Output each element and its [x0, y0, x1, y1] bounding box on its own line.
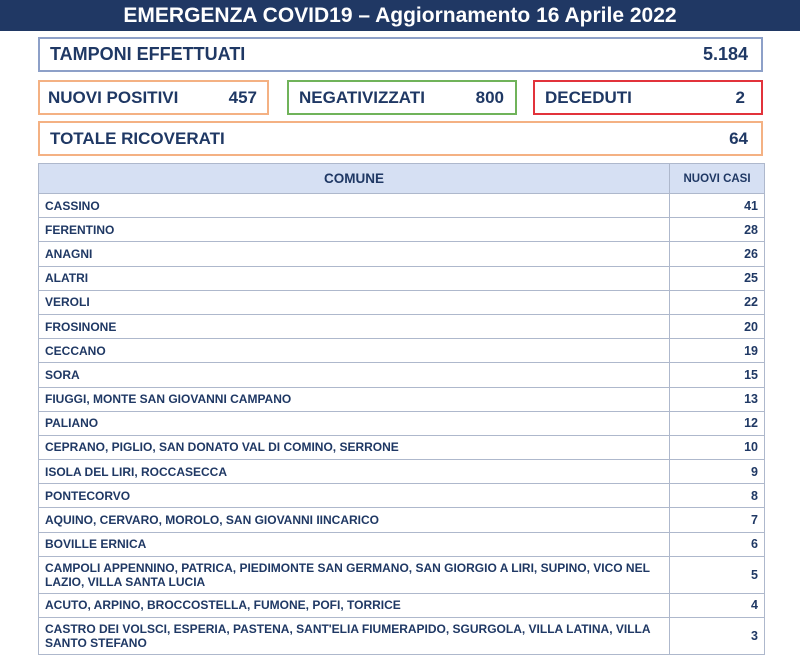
table-row [39, 363, 765, 387]
comune-cell: ACUTO, ARPINO, BROCCOSTELLA, FUMONE, POFI, TORRICE [39, 593, 670, 617]
page-title-banner [0, 0, 800, 31]
comune-cell: SORA [39, 363, 670, 387]
table-row [39, 435, 765, 459]
nuovi-casi-cell: 22 [670, 290, 765, 314]
nuovi-casi-cell: 26 [670, 242, 765, 266]
table-row [39, 460, 765, 484]
table-row [39, 266, 765, 290]
comune-cell: FIUGGI, MONTE SAN GIOVANNI CAMPANO [39, 387, 670, 411]
table-row [39, 593, 765, 617]
comune-cell: CECCANO [39, 339, 670, 363]
comune-cell: ISOLA DEL LIRI, ROCCASECCA [39, 460, 670, 484]
comune-cell: FERENTINO [39, 218, 670, 242]
table-row [39, 618, 765, 655]
nuovi-casi-cell: 28 [670, 218, 765, 242]
table-row [39, 194, 765, 218]
nuovi-casi-cell: 8 [670, 484, 765, 508]
table-row [39, 314, 765, 338]
nuovi-casi-cell: 6 [670, 532, 765, 556]
table-row [39, 242, 765, 266]
nuovi-casi-cell: 20 [670, 314, 765, 338]
table-body [39, 194, 765, 655]
negativizzati-label: NEGATIVIZZATI [299, 87, 425, 107]
table-row [39, 484, 765, 508]
comune-cell: VEROLI [39, 290, 670, 314]
comune-cell: FROSINONE [39, 314, 670, 338]
table-row [39, 290, 765, 314]
nuovi-casi-cell: 3 [670, 618, 765, 655]
nuovi-casi-cell: 25 [670, 266, 765, 290]
comune-cell: BOVILLE ERNICA [39, 532, 670, 556]
nuovi-casi-cell: 5 [670, 556, 765, 593]
nuovi-casi-cell: 10 [670, 435, 765, 459]
negativizzati-value: 800 [475, 87, 504, 107]
comune-cell: ANAGNI [39, 242, 670, 266]
comune-cell: CASTRO DEI VOLSCI, ESPERIA, PASTENA, SANT'ELIA FIUMERAPIDO, SGURGOLA, VILLA LATINA, VILLA SANTO STEFANO [39, 618, 670, 655]
nuovi-casi-cell: 13 [670, 387, 765, 411]
tamponi-box [38, 37, 763, 72]
comune-cell: CASSINO [39, 194, 670, 218]
nuovi-positivi-box [38, 80, 269, 115]
table-row [39, 508, 765, 532]
nuovi-casi-cell: 15 [670, 363, 765, 387]
table-row [39, 556, 765, 593]
tamponi-label: TAMPONI EFFETTUATI [50, 44, 246, 64]
ricoverati-value: 64 [729, 128, 748, 148]
comune-cell: CEPRANO, PIGLIO, SAN DONATO VAL DI COMINO, SERRONE [39, 435, 670, 459]
table-header-row [39, 164, 765, 194]
column-header-nuovi-casi: NUOVI CASI [670, 164, 765, 194]
ricoverati-box [38, 121, 763, 156]
nuovi-casi-cell: 41 [670, 194, 765, 218]
deceduti-box [533, 80, 763, 115]
table-row [39, 218, 765, 242]
column-header-comune: COMUNE [39, 164, 670, 194]
comune-cell: CAMPOLI APPENNINO, PATRICA, PIEDIMONTE SAN GERMANO, SAN GIORGIO A LIRI, SUPINO, VICO NEL LAZIO, VILLA SANTA LUCIA [39, 556, 670, 593]
nuovi-casi-cell: 7 [670, 508, 765, 532]
comune-cell: ALATRI [39, 266, 670, 290]
ricoverati-label: TOTALE RICOVERATI [50, 128, 225, 148]
nuovi-casi-cell: 12 [670, 411, 765, 435]
comuni-table-container [38, 163, 764, 655]
page-title: EMERGENZA COVID19 – Aggiornamento 16 Aprile 2022 [123, 3, 677, 27]
nuovi-casi-cell: 9 [670, 460, 765, 484]
comune-cell: AQUINO, CERVARO, MOROLO, SAN GIOVANNI IINCARICO [39, 508, 670, 532]
comune-cell: PALIANO [39, 411, 670, 435]
deceduti-label: DECEDUTI [545, 87, 632, 107]
table-row [39, 387, 765, 411]
comune-cell: PONTECORVO [39, 484, 670, 508]
table-row [39, 339, 765, 363]
tamponi-value: 5.184 [702, 44, 748, 64]
nuovi-casi-cell: 19 [670, 339, 765, 363]
deceduti-value: 2 [735, 87, 745, 107]
table-row [39, 532, 765, 556]
nuovi-positivi-value: 457 [228, 87, 257, 107]
comuni-table [38, 163, 765, 655]
nuovi-positivi-label: NUOVI POSITIVI [48, 87, 179, 107]
negativizzati-box [287, 80, 517, 115]
table-row [39, 411, 765, 435]
nuovi-casi-cell: 4 [670, 593, 765, 617]
